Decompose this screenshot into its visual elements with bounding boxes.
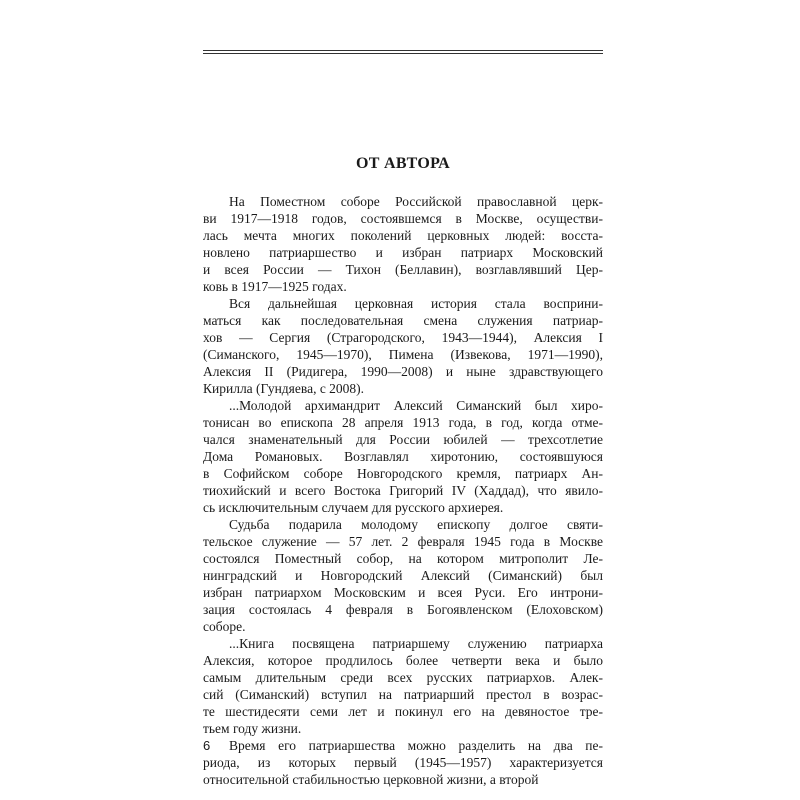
paragraph	[203, 737, 603, 788]
text-line: Алексия II (Ридигера, 1990—2008) и ныне здравствующего	[203, 364, 603, 379]
page-number: 6	[203, 738, 211, 753]
paragraph	[203, 635, 603, 737]
text-line: сь исключительным случаем для русского архиерея.	[203, 500, 504, 515]
text-line: ковь в 1917—1925 годах.	[203, 279, 347, 294]
text-line: На Поместном соборе Российской православной церк-	[229, 194, 603, 209]
header-rule-bottom	[203, 53, 603, 54]
text-line: состоялся Поместный собор, на котором митрополит Ле-	[203, 551, 603, 566]
text-line: Кирилла (Гундяева, с 2008).	[203, 381, 365, 396]
text-line: тиохийский и всего Востока Григорий IV (Хаддад), что явило-	[203, 483, 603, 498]
text-line: Алексия, которое продлилось более четверти века и было	[203, 653, 603, 668]
text-line: лась мечта многих поколений церковных людей: восста-	[203, 228, 603, 243]
header-rule-top	[203, 50, 603, 51]
paragraph	[203, 193, 603, 295]
text-line: маться как последовательная смена служения патриар-	[203, 313, 603, 328]
text-line: избран патриархом Московским и всея Руси. Его интрони-	[203, 585, 603, 600]
text-line: те шестидесяти семи лет и покинул его на девяностое тре-	[203, 704, 603, 719]
text-line: новлено патриаршество и избран патриарх Московский	[203, 245, 603, 260]
text-line: (Симанского, 1945—1970), Пимена (Извекова, 1971—1990),	[203, 347, 603, 362]
body-text	[203, 193, 603, 788]
paragraph	[203, 397, 603, 516]
text-line: соборе.	[203, 619, 246, 634]
text-line: зация состоялась 4 февраля в Богоявленском (Елоховском)	[203, 602, 603, 617]
text-line: чался знаменательный для России юбилей — трехсотлетие	[203, 432, 603, 447]
text-line: хов — Сергия (Страгородского, 1943—1944), Алексия I	[203, 330, 603, 345]
chapter-title: ОТ АВТОРА	[355, 155, 451, 172]
text-line: ви 1917—1918 годов, состоявшемся в Москве, осуществи-	[203, 211, 603, 226]
text-line: ...Книга посвящена патриаршему служению патриарха	[229, 636, 603, 651]
book-page	[203, 0, 603, 800]
paragraph	[203, 516, 603, 635]
text-line: Время его патриаршества можно разделить на два пе-	[229, 738, 603, 753]
paragraph	[203, 295, 603, 397]
text-line: относительной стабильностью церковной жизни, а второй	[203, 772, 539, 787]
text-line: тьем году жизни.	[203, 721, 302, 736]
text-line: самым длительным среди всех русских патриархов. Алек-	[203, 670, 603, 685]
text-line: и всея России — Тихон (Беллавин), возглавлявший Цер-	[203, 262, 603, 277]
text-line: тонисан во епископа 28 апреля 1913 года, в год, когда отме-	[203, 415, 603, 430]
text-line: нинградский и Новгородский Алексий (Симанский) был	[203, 568, 603, 583]
text-line: Судьба подарила молодому епископу долгое святи-	[229, 517, 603, 532]
text-line: в Софийском соборе Новгородского кремля, патриарх Ан-	[203, 466, 603, 481]
text-line: Вся дальнейшая церковная история стала восприни-	[229, 296, 603, 311]
text-line: Дома Романовых. Возглавлял хиротонию, состоявшуюся	[203, 449, 603, 464]
text-line: ...Молодой архимандрит Алексий Симанский был хиро-	[229, 398, 603, 413]
text-line: тельское служение — 57 лет. 2 февраля 1945 года в Москве	[203, 534, 603, 549]
text-line: сий (Симанский) вступил на патриарший престол в возрас-	[203, 687, 603, 702]
text-line: риода, из которых первый (1945—1957) характеризуется	[203, 755, 603, 770]
